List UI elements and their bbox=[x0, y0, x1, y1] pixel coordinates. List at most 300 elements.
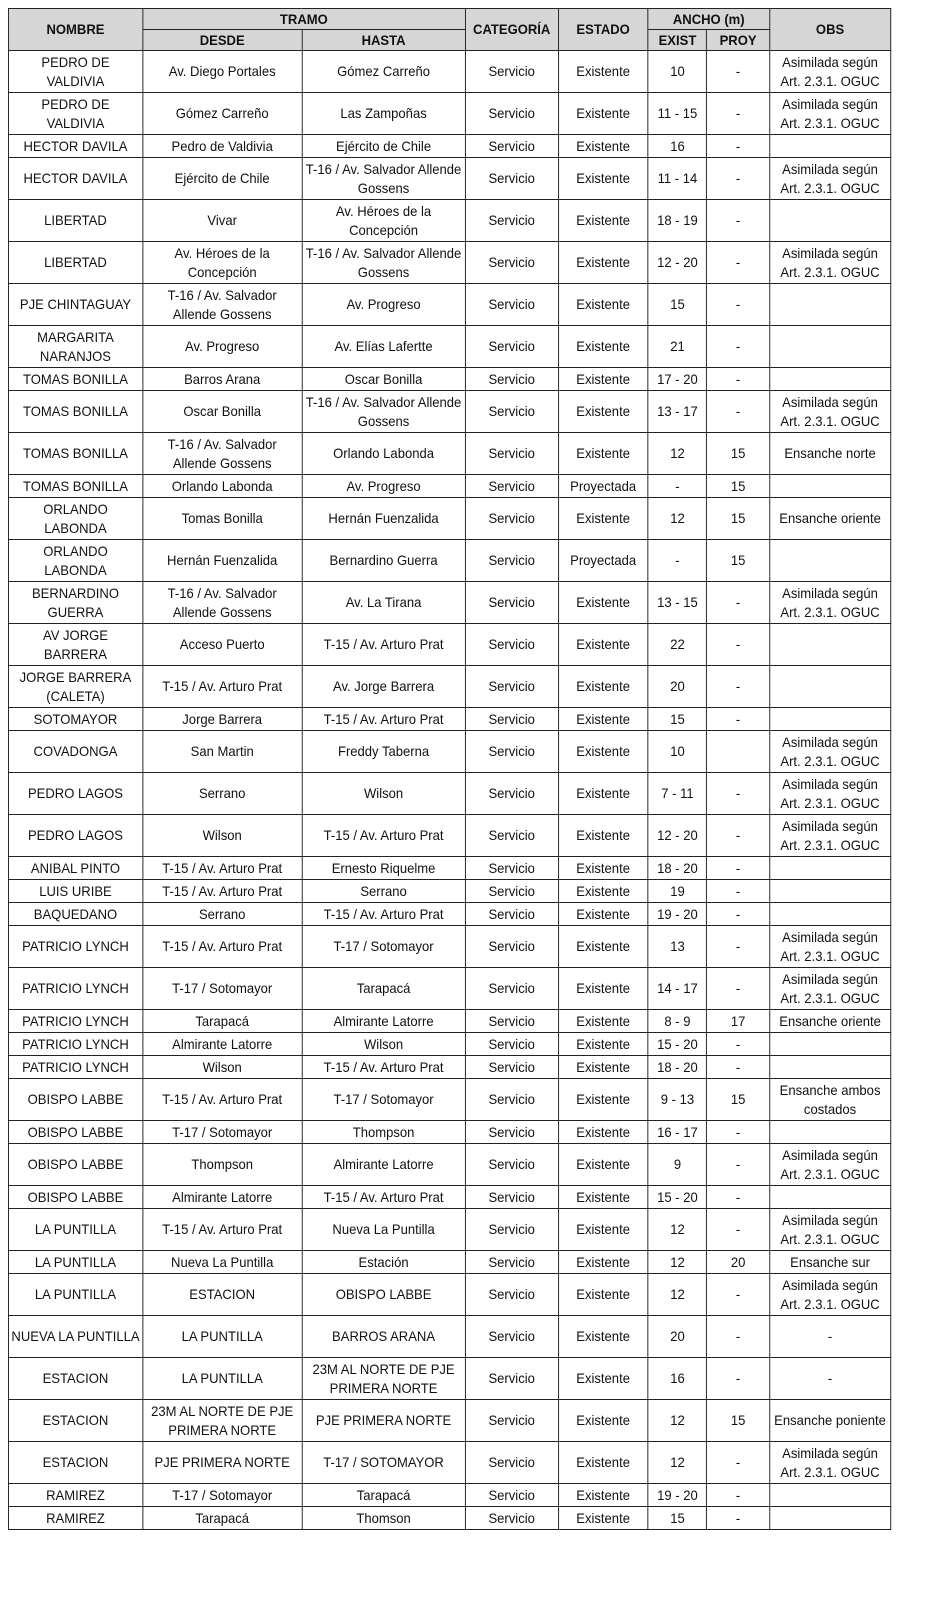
cell-exist: 20 bbox=[648, 1316, 707, 1358]
cell-estado: Proyectada bbox=[558, 475, 648, 498]
cell-hasta: Av. La Tirana bbox=[302, 582, 465, 624]
cell-estado: Existente bbox=[558, 93, 648, 135]
cell-estado: Existente bbox=[558, 498, 648, 540]
header-proy: PROY bbox=[707, 30, 770, 51]
cell-obs bbox=[769, 368, 890, 391]
cell-nombre: LA PUNTILLA bbox=[8, 1209, 142, 1251]
cell-proy: - bbox=[707, 242, 770, 284]
cell-desde: Hernán Fuenzalida bbox=[142, 540, 301, 582]
cell-estado: Existente bbox=[558, 1056, 648, 1079]
header-categoria: CATEGORÍA bbox=[465, 9, 558, 51]
cell-nombre: AV JORGE BARRERA bbox=[8, 624, 142, 666]
cell-estado: Existente bbox=[558, 903, 648, 926]
cell-proy: - bbox=[707, 391, 770, 433]
cell-obs: Ensanche poniente bbox=[769, 1400, 890, 1442]
cell-exist: 14 - 17 bbox=[648, 968, 707, 1010]
cell-nombre: TOMAS BONILLA bbox=[8, 475, 142, 498]
cell-estado: Existente bbox=[558, 624, 648, 666]
cell-nombre: OBISPO LABBE bbox=[8, 1121, 142, 1144]
cell-desde: Av. Diego Portales bbox=[142, 51, 301, 93]
cell-categoria: Servicio bbox=[465, 1400, 558, 1442]
cell-hasta: Orlando Labonda bbox=[302, 433, 465, 475]
cell-categoria: Servicio bbox=[465, 135, 558, 158]
cell-desde: T-15 / Av. Arturo Prat bbox=[142, 857, 301, 880]
cell-desde: Jorge Barrera bbox=[142, 708, 301, 731]
cell-proy: 17 bbox=[707, 1010, 770, 1033]
table-row bbox=[8, 815, 890, 857]
cell-obs: Asimilada según Art. 2.3.1. OGUC bbox=[769, 93, 890, 135]
cell-obs: - bbox=[769, 1358, 890, 1400]
cell-estado: Existente bbox=[558, 51, 648, 93]
document-page bbox=[8, 8, 928, 1530]
table-row bbox=[8, 857, 890, 880]
cell-exist: 12 - 20 bbox=[648, 242, 707, 284]
cell-categoria: Servicio bbox=[465, 1010, 558, 1033]
cell-proy: - bbox=[707, 1316, 770, 1358]
cell-estado: Existente bbox=[558, 1033, 648, 1056]
cell-categoria: Servicio bbox=[465, 51, 558, 93]
cell-hasta: T-16 / Av. Salvador Allende Gossens bbox=[302, 242, 465, 284]
cell-exist: 12 bbox=[648, 1442, 707, 1484]
cell-obs bbox=[769, 200, 890, 242]
cell-desde: Serrano bbox=[142, 903, 301, 926]
cell-obs bbox=[769, 1056, 890, 1079]
cell-obs bbox=[769, 666, 890, 708]
cell-hasta: Tarapacá bbox=[302, 1484, 465, 1507]
cell-categoria: Servicio bbox=[465, 93, 558, 135]
cell-desde: T-15 / Av. Arturo Prat bbox=[142, 1079, 301, 1121]
cell-nombre: LIBERTAD bbox=[8, 242, 142, 284]
cell-exist: 16 bbox=[648, 135, 707, 158]
table-row bbox=[8, 1144, 890, 1186]
cell-proy: - bbox=[707, 1033, 770, 1056]
cell-exist: - bbox=[648, 475, 707, 498]
cell-hasta: Av. Elías Lafertte bbox=[302, 326, 465, 368]
cell-desde: San Martin bbox=[142, 731, 301, 773]
cell-exist: 13 - 17 bbox=[648, 391, 707, 433]
cell-exist: 15 bbox=[648, 1507, 707, 1530]
cell-hasta: T-17 / Sotomayor bbox=[302, 1079, 465, 1121]
cell-exist: 17 - 20 bbox=[648, 368, 707, 391]
cell-estado: Existente bbox=[558, 1144, 648, 1186]
cell-exist: 19 - 20 bbox=[648, 903, 707, 926]
cell-categoria: Servicio bbox=[465, 242, 558, 284]
cell-desde: Av. Progreso bbox=[142, 326, 301, 368]
cell-categoria: Servicio bbox=[465, 1056, 558, 1079]
cell-proy: - bbox=[707, 1274, 770, 1316]
cell-desde: Gómez Carreño bbox=[142, 93, 301, 135]
cell-nombre: RAMIREZ bbox=[8, 1484, 142, 1507]
table-row bbox=[8, 708, 890, 731]
cell-categoria: Servicio bbox=[465, 1186, 558, 1209]
cell-nombre: SOTOMAYOR bbox=[8, 708, 142, 731]
cell-proy: - bbox=[707, 1442, 770, 1484]
cell-desde: T-15 / Av. Arturo Prat bbox=[142, 880, 301, 903]
cell-hasta: Almirante Latorre bbox=[302, 1144, 465, 1186]
cell-hasta: Wilson bbox=[302, 773, 465, 815]
cell-proy: 15 bbox=[707, 1400, 770, 1442]
cell-exist: 11 - 14 bbox=[648, 158, 707, 200]
table-row bbox=[8, 51, 890, 93]
table-row bbox=[8, 326, 890, 368]
cell-nombre: RAMIREZ bbox=[8, 1507, 142, 1530]
cell-desde: Serrano bbox=[142, 773, 301, 815]
cell-estado: Existente bbox=[558, 1079, 648, 1121]
cell-obs: Asimilada según Art. 2.3.1. OGUC bbox=[769, 926, 890, 968]
cell-exist: 16 bbox=[648, 1358, 707, 1400]
cell-obs bbox=[769, 1121, 890, 1144]
cell-exist: 12 bbox=[648, 433, 707, 475]
cell-exist: 12 bbox=[648, 1209, 707, 1251]
cell-proy: 15 bbox=[707, 433, 770, 475]
cell-obs: Asimilada según Art. 2.3.1. OGUC bbox=[769, 51, 890, 93]
cell-hasta: T-17 / Sotomayor bbox=[302, 926, 465, 968]
cell-exist: 18 - 20 bbox=[648, 1056, 707, 1079]
cell-desde: T-17 / Sotomayor bbox=[142, 1121, 301, 1144]
cell-estado: Existente bbox=[558, 968, 648, 1010]
cell-hasta: Almirante Latorre bbox=[302, 1010, 465, 1033]
cell-exist: 19 bbox=[648, 880, 707, 903]
cell-estado: Existente bbox=[558, 1442, 648, 1484]
header-tramo: TRAMO bbox=[142, 9, 465, 30]
cell-obs: Asimilada según Art. 2.3.1. OGUC bbox=[769, 1442, 890, 1484]
cell-exist: 18 - 19 bbox=[648, 200, 707, 242]
cell-hasta: T-15 / Av. Arturo Prat bbox=[302, 903, 465, 926]
cell-categoria: Servicio bbox=[465, 666, 558, 708]
cell-hasta: Av. Progreso bbox=[302, 284, 465, 326]
cell-desde: T-16 / Av. Salvador Allende Gossens bbox=[142, 582, 301, 624]
cell-proy: - bbox=[707, 582, 770, 624]
cell-estado: Existente bbox=[558, 1010, 648, 1033]
cell-hasta: Av. Progreso bbox=[302, 475, 465, 498]
cell-obs: Ensanche oriente bbox=[769, 498, 890, 540]
cell-desde: Barros Arana bbox=[142, 368, 301, 391]
cell-desde: T-16 / Av. Salvador Allende Gossens bbox=[142, 433, 301, 475]
cell-exist: 12 bbox=[648, 1400, 707, 1442]
cell-exist: 10 bbox=[648, 731, 707, 773]
cell-hasta: T-16 / Av. Salvador Allende Gossens bbox=[302, 158, 465, 200]
cell-categoria: Servicio bbox=[465, 731, 558, 773]
cell-hasta: Gómez Carreño bbox=[302, 51, 465, 93]
cell-categoria: Servicio bbox=[465, 1033, 558, 1056]
cell-nombre: BERNARDINO GUERRA bbox=[8, 582, 142, 624]
cell-desde: Pedro de Valdivia bbox=[142, 135, 301, 158]
cell-categoria: Servicio bbox=[465, 624, 558, 666]
cell-obs: Ensanche ambos costados bbox=[769, 1079, 890, 1121]
cell-nombre: LA PUNTILLA bbox=[8, 1274, 142, 1316]
cell-proy: - bbox=[707, 326, 770, 368]
cell-categoria: Servicio bbox=[465, 880, 558, 903]
cell-proy: - bbox=[707, 773, 770, 815]
cell-estado: Existente bbox=[558, 708, 648, 731]
cell-desde: Ejército de Chile bbox=[142, 158, 301, 200]
cell-proy: 15 bbox=[707, 1079, 770, 1121]
cell-estado: Existente bbox=[558, 731, 648, 773]
cell-exist: 13 - 15 bbox=[648, 582, 707, 624]
cell-obs bbox=[769, 1507, 890, 1530]
cell-categoria: Servicio bbox=[465, 284, 558, 326]
cell-proy: - bbox=[707, 284, 770, 326]
cell-exist: 12 bbox=[648, 1251, 707, 1274]
cell-obs: Asimilada según Art. 2.3.1. OGUC bbox=[769, 158, 890, 200]
cell-categoria: Servicio bbox=[465, 368, 558, 391]
cell-desde: Tomas Bonilla bbox=[142, 498, 301, 540]
table-header bbox=[8, 9, 890, 51]
table-row bbox=[8, 200, 890, 242]
cell-nombre: TOMAS BONILLA bbox=[8, 368, 142, 391]
cell-nombre: ANIBAL PINTO bbox=[8, 857, 142, 880]
cell-obs: Asimilada según Art. 2.3.1. OGUC bbox=[769, 773, 890, 815]
cell-hasta: T-15 / Av. Arturo Prat bbox=[302, 708, 465, 731]
cell-desde: 23M AL NORTE DE PJE PRIMERA NORTE bbox=[142, 1400, 301, 1442]
cell-proy: 15 bbox=[707, 498, 770, 540]
cell-proy: - bbox=[707, 93, 770, 135]
cell-proy: - bbox=[707, 51, 770, 93]
cell-obs bbox=[769, 1033, 890, 1056]
cell-hasta: T-15 / Av. Arturo Prat bbox=[302, 624, 465, 666]
cell-obs bbox=[769, 708, 890, 731]
cell-obs: Asimilada según Art. 2.3.1. OGUC bbox=[769, 1274, 890, 1316]
cell-categoria: Servicio bbox=[465, 857, 558, 880]
cell-estado: Existente bbox=[558, 1121, 648, 1144]
cell-obs bbox=[769, 326, 890, 368]
cell-categoria: Servicio bbox=[465, 1358, 558, 1400]
cell-categoria: Servicio bbox=[465, 968, 558, 1010]
cell-proy: 15 bbox=[707, 475, 770, 498]
cell-hasta: Estación bbox=[302, 1251, 465, 1274]
cell-hasta: Tarapacá bbox=[302, 968, 465, 1010]
cell-estado: Existente bbox=[558, 391, 648, 433]
cell-exist: 8 - 9 bbox=[648, 1010, 707, 1033]
cell-obs: Asimilada según Art. 2.3.1. OGUC bbox=[769, 582, 890, 624]
cell-categoria: Servicio bbox=[465, 433, 558, 475]
cell-nombre: PEDRO DE VALDIVIA bbox=[8, 51, 142, 93]
cell-exist: 12 bbox=[648, 498, 707, 540]
table-row bbox=[8, 135, 890, 158]
table-row bbox=[8, 93, 890, 135]
cell-nombre: PJE CHINTAGUAY bbox=[8, 284, 142, 326]
cell-categoria: Servicio bbox=[465, 1274, 558, 1316]
cell-proy: - bbox=[707, 200, 770, 242]
cell-nombre: LUIS URIBE bbox=[8, 880, 142, 903]
table-row bbox=[8, 242, 890, 284]
cell-proy: - bbox=[707, 903, 770, 926]
cell-hasta: BARROS ARANA bbox=[302, 1316, 465, 1358]
cell-proy: - bbox=[707, 666, 770, 708]
cell-desde: Wilson bbox=[142, 1056, 301, 1079]
cell-proy: - bbox=[707, 1186, 770, 1209]
cell-hasta: T-15 / Av. Arturo Prat bbox=[302, 1186, 465, 1209]
cell-obs bbox=[769, 540, 890, 582]
cell-proy: - bbox=[707, 968, 770, 1010]
table-row bbox=[8, 880, 890, 903]
cell-estado: Existente bbox=[558, 1186, 648, 1209]
cell-exist: 15 - 20 bbox=[648, 1186, 707, 1209]
cell-desde: Av. Héroes de la Concepción bbox=[142, 242, 301, 284]
cell-estado: Existente bbox=[558, 158, 648, 200]
cell-desde: LA PUNTILLA bbox=[142, 1316, 301, 1358]
cell-categoria: Servicio bbox=[465, 391, 558, 433]
cell-categoria: Servicio bbox=[465, 903, 558, 926]
cell-obs: Asimilada según Art. 2.3.1. OGUC bbox=[769, 242, 890, 284]
table-row bbox=[8, 1121, 890, 1144]
cell-exist: 12 - 20 bbox=[648, 815, 707, 857]
cell-nombre: BAQUEDANO bbox=[8, 903, 142, 926]
cell-estado: Existente bbox=[558, 926, 648, 968]
cell-exist: 15 bbox=[648, 284, 707, 326]
cell-nombre: LIBERTAD bbox=[8, 200, 142, 242]
header-estado: ESTADO bbox=[558, 9, 648, 51]
cell-nombre: TOMAS BONILLA bbox=[8, 433, 142, 475]
cell-categoria: Servicio bbox=[465, 1316, 558, 1358]
vialidad-table bbox=[8, 8, 891, 1530]
cell-nombre: PEDRO LAGOS bbox=[8, 815, 142, 857]
table-row bbox=[8, 1209, 890, 1251]
cell-desde: Almirante Latorre bbox=[142, 1033, 301, 1056]
cell-hasta: Thompson bbox=[302, 1121, 465, 1144]
cell-categoria: Servicio bbox=[465, 540, 558, 582]
cell-nombre: PATRICIO LYNCH bbox=[8, 1056, 142, 1079]
header-obs: OBS bbox=[769, 9, 890, 51]
cell-obs: Ensanche oriente bbox=[769, 1010, 890, 1033]
cell-nombre: HECTOR DAVILA bbox=[8, 158, 142, 200]
cell-nombre: HECTOR DAVILA bbox=[8, 135, 142, 158]
cell-proy: - bbox=[707, 135, 770, 158]
table-row bbox=[8, 433, 890, 475]
cell-exist: 15 - 20 bbox=[648, 1033, 707, 1056]
cell-hasta: 23M AL NORTE DE PJE PRIMERA NORTE bbox=[302, 1358, 465, 1400]
cell-desde: T-15 / Av. Arturo Prat bbox=[142, 926, 301, 968]
cell-obs bbox=[769, 857, 890, 880]
header-ancho: ANCHO (m) bbox=[648, 9, 769, 30]
cell-desde: Orlando Labonda bbox=[142, 475, 301, 498]
cell-categoria: Servicio bbox=[465, 1209, 558, 1251]
cell-categoria: Servicio bbox=[465, 926, 558, 968]
cell-obs bbox=[769, 135, 890, 158]
cell-desde: Acceso Puerto bbox=[142, 624, 301, 666]
cell-hasta: T-15 / Av. Arturo Prat bbox=[302, 815, 465, 857]
table-row bbox=[8, 1507, 890, 1530]
cell-desde: Wilson bbox=[142, 815, 301, 857]
cell-nombre: ORLANDO LABONDA bbox=[8, 540, 142, 582]
cell-nombre: PEDRO DE VALDIVIA bbox=[8, 93, 142, 135]
cell-desde: Oscar Bonilla bbox=[142, 391, 301, 433]
cell-nombre: PATRICIO LYNCH bbox=[8, 1033, 142, 1056]
cell-categoria: Servicio bbox=[465, 498, 558, 540]
cell-estado: Existente bbox=[558, 1400, 648, 1442]
cell-nombre: PEDRO LAGOS bbox=[8, 773, 142, 815]
cell-estado: Existente bbox=[558, 1507, 648, 1530]
cell-categoria: Servicio bbox=[465, 475, 558, 498]
table-row bbox=[8, 1442, 890, 1484]
cell-estado: Existente bbox=[558, 1274, 648, 1316]
cell-hasta: Nueva La Puntilla bbox=[302, 1209, 465, 1251]
cell-exist: 22 bbox=[648, 624, 707, 666]
cell-desde: Nueva La Puntilla bbox=[142, 1251, 301, 1274]
cell-obs: Asimilada según Art. 2.3.1. OGUC bbox=[769, 1144, 890, 1186]
cell-estado: Existente bbox=[558, 368, 648, 391]
cell-proy: - bbox=[707, 624, 770, 666]
cell-proy: 15 bbox=[707, 540, 770, 582]
cell-nombre: COVADONGA bbox=[8, 731, 142, 773]
cell-proy: - bbox=[707, 880, 770, 903]
cell-hasta: Oscar Bonilla bbox=[302, 368, 465, 391]
cell-obs bbox=[769, 1186, 890, 1209]
cell-nombre: PATRICIO LYNCH bbox=[8, 968, 142, 1010]
cell-exist: 9 - 13 bbox=[648, 1079, 707, 1121]
cell-categoria: Servicio bbox=[465, 1121, 558, 1144]
cell-desde: Almirante Latorre bbox=[142, 1186, 301, 1209]
cell-obs bbox=[769, 1484, 890, 1507]
header-hasta: HASTA bbox=[302, 30, 465, 51]
cell-estado: Existente bbox=[558, 1251, 648, 1274]
cell-obs bbox=[769, 624, 890, 666]
cell-nombre: PATRICIO LYNCH bbox=[8, 926, 142, 968]
cell-exist: 18 - 20 bbox=[648, 857, 707, 880]
cell-hasta: Ernesto Riquelme bbox=[302, 857, 465, 880]
cell-nombre: ORLANDO LABONDA bbox=[8, 498, 142, 540]
table-row bbox=[8, 1274, 890, 1316]
table-row bbox=[8, 731, 890, 773]
cell-desde: T-16 / Av. Salvador Allende Gossens bbox=[142, 284, 301, 326]
cell-nombre: PATRICIO LYNCH bbox=[8, 1010, 142, 1033]
cell-obs: Asimilada según Art. 2.3.1. OGUC bbox=[769, 1209, 890, 1251]
cell-hasta: Av. Héroes de la Concepción bbox=[302, 200, 465, 242]
cell-exist: 21 bbox=[648, 326, 707, 368]
cell-hasta: T-17 / SOTOMAYOR bbox=[302, 1442, 465, 1484]
cell-nombre: ESTACION bbox=[8, 1442, 142, 1484]
cell-categoria: Servicio bbox=[465, 582, 558, 624]
table-row bbox=[8, 1056, 890, 1079]
table-row bbox=[8, 540, 890, 582]
cell-exist: 16 - 17 bbox=[648, 1121, 707, 1144]
cell-exist: - bbox=[648, 540, 707, 582]
table-row bbox=[8, 1033, 890, 1056]
cell-nombre: ESTACION bbox=[8, 1358, 142, 1400]
cell-proy bbox=[707, 731, 770, 773]
cell-desde: ESTACION bbox=[142, 1274, 301, 1316]
cell-categoria: Servicio bbox=[465, 708, 558, 731]
cell-estado: Existente bbox=[558, 433, 648, 475]
header-nombre: NOMBRE bbox=[8, 9, 142, 51]
cell-proy: - bbox=[707, 926, 770, 968]
cell-obs: Asimilada según Art. 2.3.1. OGUC bbox=[769, 391, 890, 433]
cell-proy: - bbox=[707, 1484, 770, 1507]
cell-hasta: Las Zampoñas bbox=[302, 93, 465, 135]
cell-desde: T-15 / Av. Arturo Prat bbox=[142, 666, 301, 708]
cell-proy: - bbox=[707, 158, 770, 200]
cell-categoria: Servicio bbox=[465, 773, 558, 815]
cell-categoria: Servicio bbox=[465, 1442, 558, 1484]
cell-categoria: Servicio bbox=[465, 200, 558, 242]
cell-categoria: Servicio bbox=[465, 1507, 558, 1530]
cell-nombre: ESTACION bbox=[8, 1400, 142, 1442]
table-row bbox=[8, 624, 890, 666]
cell-nombre: OBISPO LABBE bbox=[8, 1186, 142, 1209]
cell-proy: - bbox=[707, 1209, 770, 1251]
cell-hasta: Hernán Fuenzalida bbox=[302, 498, 465, 540]
cell-exist: 12 bbox=[648, 1274, 707, 1316]
table-body bbox=[8, 51, 890, 1530]
cell-proy: - bbox=[707, 708, 770, 731]
cell-categoria: Servicio bbox=[465, 1251, 558, 1274]
cell-proy: - bbox=[707, 368, 770, 391]
cell-obs: - bbox=[769, 1316, 890, 1358]
table-row bbox=[8, 773, 890, 815]
cell-exist: 10 bbox=[648, 51, 707, 93]
cell-desde: T-15 / Av. Arturo Prat bbox=[142, 1209, 301, 1251]
cell-categoria: Servicio bbox=[465, 815, 558, 857]
